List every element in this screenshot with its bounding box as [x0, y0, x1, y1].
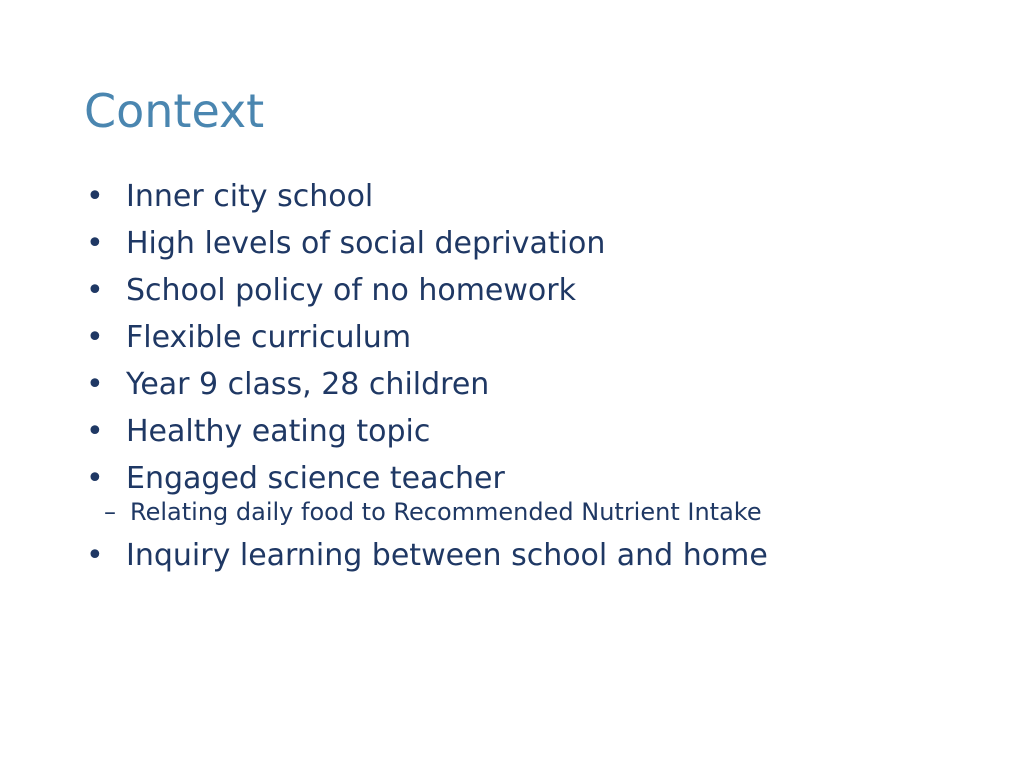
bullet-text: School policy of no homework: [126, 273, 576, 308]
sub-bullet-list: [86, 496, 768, 528]
bullet-marker: •: [86, 538, 104, 573]
bullet-item: [86, 220, 768, 267]
sub-bullet-marker: –: [104, 498, 116, 526]
bullet-marker: •: [86, 273, 104, 308]
slide-title: Context: [84, 84, 265, 138]
bullet-text: Healthy eating topic: [126, 414, 431, 449]
bullet-item: [86, 267, 768, 314]
sub-bullet-text: Relating daily food to Recommended Nutrient Intake: [130, 498, 762, 526]
bullet-marker: •: [86, 226, 104, 261]
bullet-text: Year 9 class, 28 children: [126, 367, 490, 402]
bullet-marker: •: [86, 461, 104, 496]
bullet-item: [86, 408, 768, 455]
bullet-item: [86, 532, 768, 579]
bullet-marker: •: [86, 367, 104, 402]
sub-bullet-item: [86, 496, 768, 528]
bullet-marker: •: [86, 414, 104, 449]
bullet-text: Inquiry learning between school and home: [126, 538, 768, 573]
bullet-item: [86, 173, 768, 220]
bullet-text: Engaged science teacher: [126, 461, 505, 496]
bullet-text: Flexible curriculum: [126, 320, 412, 355]
bullet-list: [86, 173, 768, 579]
sub-bullet-group: [86, 496, 768, 528]
bullet-marker: •: [86, 179, 104, 214]
bullet-text: Inner city school: [126, 179, 374, 214]
bullet-item: [86, 314, 768, 361]
bullet-marker: •: [86, 320, 104, 355]
bullet-item: [86, 361, 768, 408]
bullet-item: [86, 455, 768, 502]
bullet-text: High levels of social deprivation: [126, 226, 606, 261]
